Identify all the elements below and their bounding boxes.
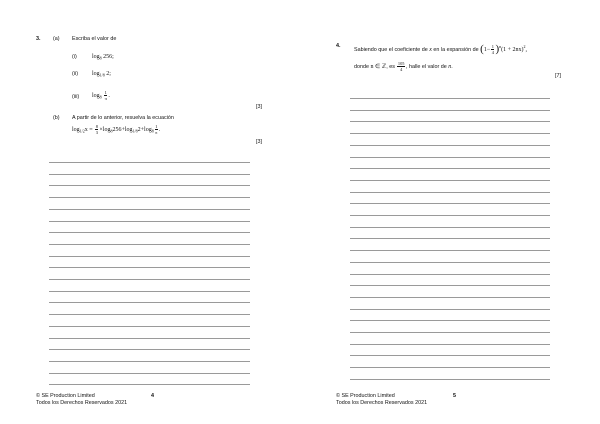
answer-line[interactable] — [49, 256, 250, 257]
answer-line[interactable] — [49, 279, 250, 280]
answer-line[interactable] — [350, 285, 550, 286]
item-iii-expression: $\log_8$ $\frac{1}{\pi}$ . — [92, 90, 110, 101]
answer-line[interactable] — [350, 355, 550, 356]
page-number: 4 — [151, 393, 154, 399]
answer-line[interactable] — [49, 326, 250, 327]
answer-line[interactable] — [350, 192, 550, 193]
answer-lines[interactable] — [49, 162, 250, 384]
answer-line[interactable] — [350, 98, 550, 99]
answer-line[interactable] — [350, 320, 550, 321]
answer-line[interactable] — [350, 168, 550, 169]
exam-page-right — [300, 0, 600, 424]
footer-copyright: © SE Production Limited — [36, 393, 95, 399]
answer-line[interactable] — [49, 338, 250, 339]
item-ii-label: (ii) — [72, 71, 78, 77]
part-b-prompt: A partir de lo anterior, resuelva la ecuación — [72, 115, 174, 121]
answer-line[interactable] — [350, 227, 550, 228]
answer-line[interactable] — [49, 384, 250, 385]
footer-copyright: © SE Production Limited — [336, 393, 395, 399]
answer-line[interactable] — [49, 291, 250, 292]
question-text-line-1: Sabiendo que el coeficiente de x en la expansión de (1− $\frac{1}{4}$ )$^n(1 + 2nx)^2$, — [354, 43, 527, 56]
item-i-label: (i) — [72, 54, 77, 60]
part-b-label: (b) — [53, 115, 60, 121]
answer-line[interactable] — [49, 232, 250, 233]
item-iii-label: (iii) — [72, 94, 80, 100]
answer-line[interactable] — [49, 197, 250, 198]
page-number: 5 — [453, 393, 456, 399]
answer-line[interactable] — [49, 361, 250, 362]
item-i-expression: $\log_8 256$; — [92, 54, 114, 61]
part-b-marks: [3] — [256, 139, 262, 145]
answer-line[interactable] — [49, 185, 250, 186]
answer-line[interactable] — [49, 174, 250, 175]
answer-line[interactable] — [350, 157, 550, 158]
part-a-label: (a) — [53, 36, 60, 42]
answer-line[interactable] — [350, 203, 550, 204]
answer-line[interactable] — [350, 274, 550, 275]
answer-line[interactable] — [350, 145, 550, 146]
answer-line[interactable] — [49, 373, 250, 374]
answer-line[interactable] — [49, 267, 250, 268]
answer-line[interactable] — [350, 133, 550, 134]
answer-line[interactable] — [49, 244, 250, 245]
question-number: 3. — [36, 36, 41, 42]
part-a-marks: [3] — [256, 104, 262, 110]
question-text-line-2: donde n ∈ ℤ, es $\frac{105}{4}$ , halle el valor de n. — [354, 61, 453, 72]
answer-line[interactable] — [350, 297, 550, 298]
answer-line[interactable] — [49, 209, 250, 210]
answer-line[interactable] — [350, 332, 550, 333]
answer-line[interactable] — [49, 162, 250, 163]
answer-line[interactable] — [49, 314, 250, 315]
answer-line[interactable] — [350, 238, 550, 239]
footer-rights: Todos los Derechos Reservados 2021 — [36, 400, 128, 406]
answer-line[interactable] — [350, 309, 550, 310]
answer-line[interactable] — [350, 110, 550, 111]
answer-line[interactable] — [49, 302, 250, 303]
answer-line[interactable] — [350, 262, 550, 263]
answer-line[interactable] — [350, 379, 550, 380]
answer-line[interactable] — [49, 221, 250, 222]
question-marks: [7] — [555, 73, 561, 79]
answer-line[interactable] — [350, 180, 550, 181]
answer-lines[interactable] — [350, 98, 550, 383]
answer-line[interactable] — [350, 121, 550, 122]
footer-rights: Todos los Derechos Reservados 2021 — [336, 400, 428, 406]
answer-line[interactable] — [49, 349, 250, 350]
answer-line[interactable] — [350, 250, 550, 251]
answer-line[interactable] — [350, 344, 550, 345]
part-a-prompt: Escriba el valor de — [72, 36, 117, 42]
answer-line[interactable] — [350, 215, 550, 216]
part-b-equation: $\log_{1/2}x$ = $\frac{8}{3}$ $\times\log_8256+\log_{1/8}2+\log_8$ $\frac{1}{\pi}$ . — [72, 124, 161, 135]
question-number: 4. — [336, 43, 341, 49]
item-ii-expression: $\log_{1/8} 2$; — [92, 71, 111, 78]
answer-line[interactable] — [350, 367, 550, 368]
